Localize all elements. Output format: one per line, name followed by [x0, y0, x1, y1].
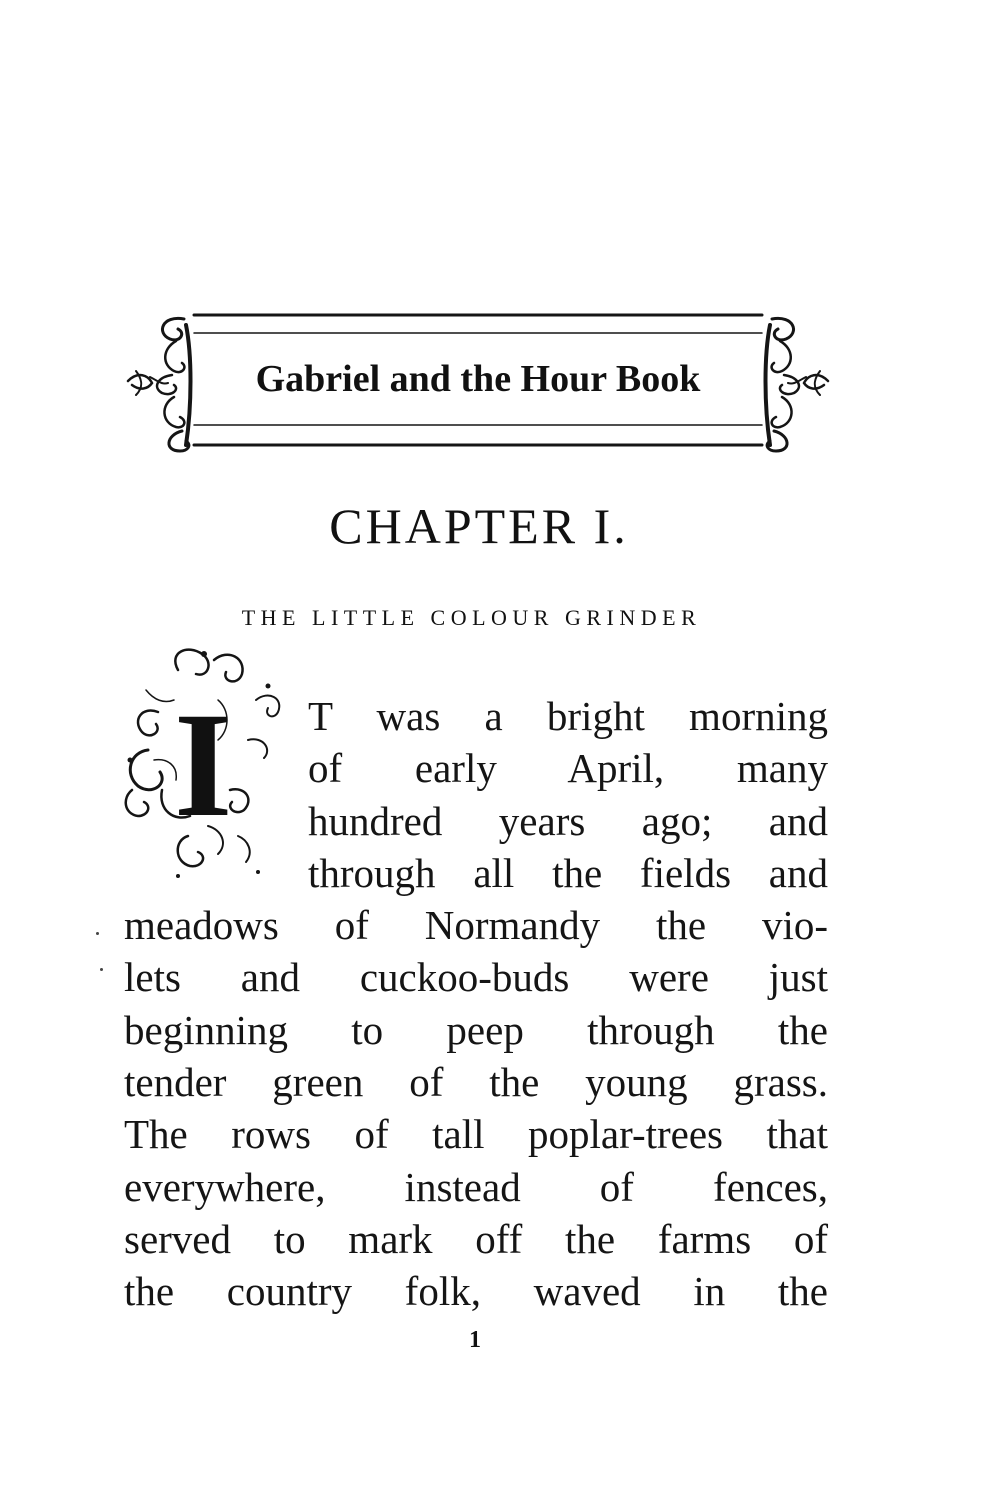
body-line: through all the fields and	[308, 849, 828, 896]
running-header-title: Gabriel and the Hour Book	[255, 358, 701, 400]
body-line: The rows of tall poplar-trees that	[124, 1111, 828, 1158]
body-line: lets and cuckoo-buds were just	[124, 954, 828, 1001]
body-line: tender green of the young grass.	[124, 1059, 828, 1106]
print-speck	[96, 932, 99, 935]
body-line: hundred years ago; and	[308, 797, 828, 844]
body-line: T was a bright morning	[308, 693, 828, 739]
body-line: served to mark off the farms of	[124, 1215, 828, 1262]
drop-cap-letter: I	[174, 682, 233, 848]
page-number: 1	[469, 1327, 481, 1353]
chapter-body-text	[124, 682, 828, 1318]
body-line: the country folk, waved in the	[124, 1268, 828, 1315]
chapter-heading: CHAPTER I.	[329, 498, 629, 554]
body-line: of early April, many	[308, 745, 828, 792]
print-speck	[100, 968, 103, 971]
running-header-banner	[122, 305, 834, 455]
body-line: everywhere, instead of fences,	[124, 1163, 828, 1210]
body-line: beginning to peep through the	[124, 1006, 828, 1053]
chapter-subtitle: THE LITTLE COLOUR GRINDER	[241, 605, 702, 630]
body-line: meadows of Normandy the vio-	[124, 902, 828, 949]
